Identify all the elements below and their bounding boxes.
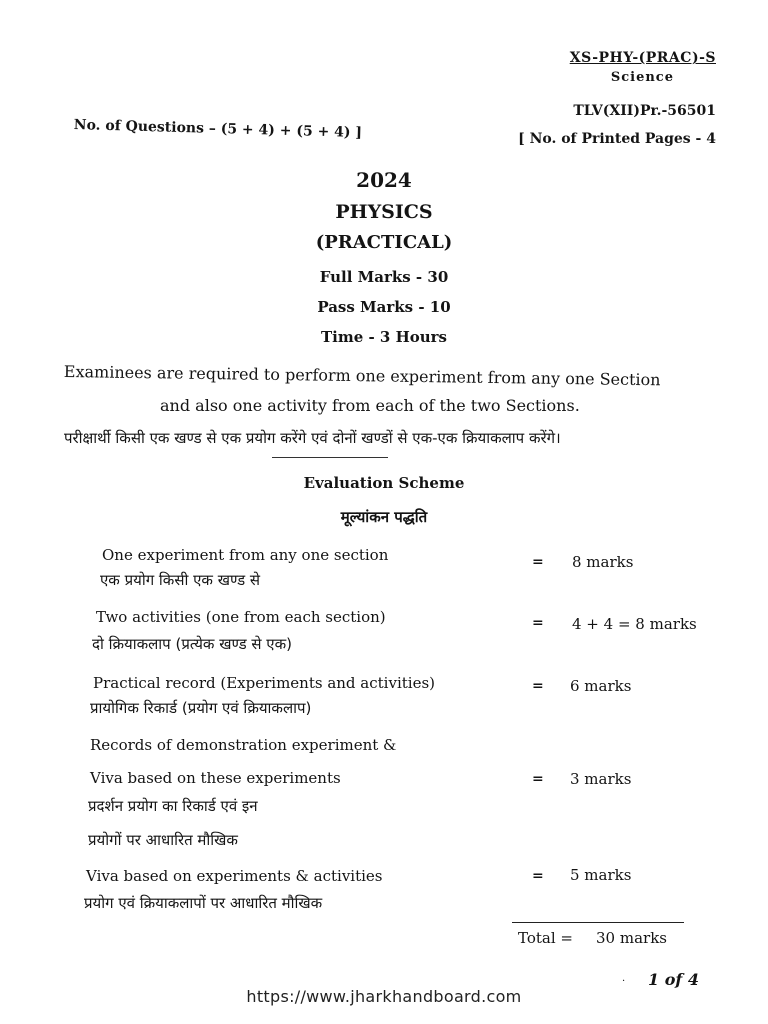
exam-year: 2024 xyxy=(356,168,412,192)
scheme-row-hindi: एक प्रयोग किसी एक खण्ड से xyxy=(100,571,261,589)
scheme-row-hindi: प्रायोगिक रिकार्ड (प्रयोग एवं क्रियाकलाप) xyxy=(90,699,312,717)
equals-sign: = xyxy=(532,615,544,631)
scheme-row-english: Two activities (one from each section) xyxy=(96,608,386,626)
paper-type: (PRACTICAL) xyxy=(315,232,453,253)
full-marks: Full Marks - 30 xyxy=(319,268,449,286)
scheme-row-hindi: प्रयोग एवं क्रियाकलापों पर आधारित मौखिक xyxy=(84,894,323,912)
stream-label: Science xyxy=(610,70,674,85)
evaluation-heading-hindi: मूल्यांकन पद्धति xyxy=(340,508,428,526)
scheme-row-marks: 6 marks xyxy=(570,677,632,695)
scheme-row-hindi: प्रयोगों पर आधारित मौखिक xyxy=(88,831,238,849)
tlv-code: TLV(XII)Pr.-56501 xyxy=(573,103,716,119)
page-indicator: 1 of 4 xyxy=(648,970,699,989)
equals-sign: = xyxy=(532,678,544,694)
scheme-row-english: Viva based on these experiments xyxy=(90,769,341,787)
scheme-row-marks: 5 marks xyxy=(570,866,632,884)
total-label: Total = xyxy=(518,929,573,947)
time-allowed: Time - 3 Hours xyxy=(320,328,448,346)
total-divider xyxy=(512,922,684,923)
instruction-english-line1: Examinees are required to perform one experiment from any one Section xyxy=(63,362,661,390)
equals-sign: = xyxy=(532,771,544,787)
scheme-row-hindi: दो क्रियाकलाप (प्रत्येक खण्ड से एक) xyxy=(92,635,292,653)
paper-code: XS-PHY-(PRAC)-S xyxy=(569,50,716,66)
scheme-row-hindi: प्रदर्शन प्रयोग का रिकार्ड एवं इन xyxy=(88,797,258,815)
pass-marks: Pass Marks - 10 xyxy=(317,298,451,316)
scheme-row-english: Viva based on experiments & activities xyxy=(86,867,383,885)
divider xyxy=(272,457,388,458)
scheme-row-english: Practical record (Experiments and activities) xyxy=(93,674,435,692)
subject-title: PHYSICS xyxy=(335,201,433,223)
instruction-english-line2: and also one activity from each of the two Sections. xyxy=(160,396,580,415)
equals-sign: = xyxy=(532,554,544,570)
scheme-row-marks: 4 + 4 = 8 marks xyxy=(572,615,697,633)
equals-sign: = xyxy=(532,868,544,884)
source-url[interactable]: https://www.jharkhandboard.com xyxy=(246,987,522,1006)
scheme-row-marks: 8 marks xyxy=(572,553,634,571)
printed-pages: [ No. of Printed Pages - 4 xyxy=(518,131,716,147)
bullet-dot: · xyxy=(622,976,626,987)
scheme-row-english: Records of demonstration experiment & xyxy=(90,736,397,754)
evaluation-heading: Evaluation Scheme xyxy=(303,474,465,492)
scheme-row-marks: 3 marks xyxy=(570,770,632,788)
total-value: 30 marks xyxy=(596,929,667,947)
number-of-questions: No. of Questions – (5 + 4) + (5 + 4) ] xyxy=(73,117,363,142)
scheme-row-english: One experiment from any one section xyxy=(102,546,389,564)
instruction-hindi: परीक्षार्थी किसी एक खण्ड से एक प्रयोग करेंगे एवं दोनों खण्डों से एक-एक क्रियाकलाप करेंगे। xyxy=(64,429,561,447)
